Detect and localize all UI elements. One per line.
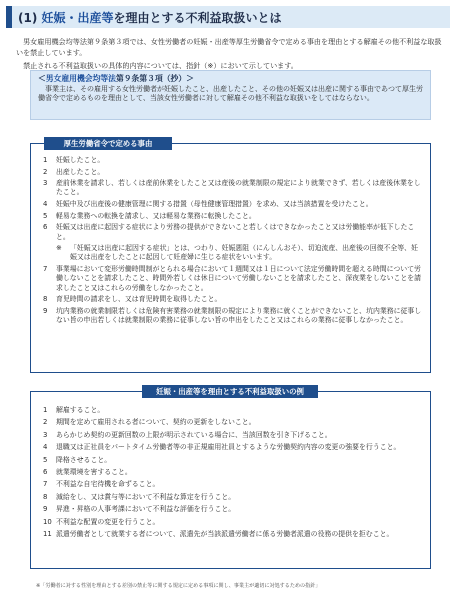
list-item: 4 退職又は正社員をパートタイム労働者等の非正規雇用社員とするような労働契約内容の変更の強要を行うこと。 <box>43 443 401 452</box>
list-item: 5 軽易な業務への転換を請求し、又は軽易な業務に転換したこと。 <box>43 211 256 220</box>
list-item: 7 事業場において変形労働時間制がとられる場合において１週間又は１日について法定労働時間を超える時間について労働しないことを請求したこと、時間外若しくは休日について労働しないことを請求したこと、深夜業をしないことを請求したこと又はこれらの労働をしなかったこと。 <box>43 265 422 292</box>
unfavorable-section-label: 妊娠・出産等を理由とする不利益取扱いの例 <box>142 385 318 398</box>
title-number: (1) <box>18 11 38 25</box>
title-rest: を理由とする不利益取扱いとは <box>113 11 282 25</box>
list-item: 2 出産したこと。 <box>43 167 105 176</box>
list-item: 1 妊娠したこと。 <box>43 156 105 164</box>
list-item: 4 妊娠中及び出産後の健康管理に関する措置（母性健康管理措置）を求め、又は当該措置を受けたこと。 <box>43 200 373 209</box>
law-quote-box <box>30 70 431 120</box>
intro-text <box>16 37 444 75</box>
law-article: 第９条第３項（抄） <box>115 74 187 83</box>
ordinance-reason-list <box>43 156 423 328</box>
law-quote-heading <box>38 74 423 84</box>
list-item: 3 あらかじめ契約の更新回数の上限が明示されている場合に、当該回数を引き下げること。 <box>43 430 332 439</box>
list-item: 7 不利益な自宅待機を命ずること。 <box>43 480 160 489</box>
list-item: 8 育児時間の請求をし、又は育児時間を取得したこと。 <box>43 295 222 304</box>
list-item: 1 解雇すること。 <box>43 406 105 414</box>
list-item: 10 不利益な配置の変更を行うこと。 <box>43 517 160 526</box>
symptom-note: ※ 「妊娠又は出産に起因する症状」とは、つわり、妊娠悪阻（にんしんおそ）、切迫流産、出産後の回復不全等、妊娠又は出産をしたことに起因して妊産婦に生じる症状をいいます。 <box>56 244 418 262</box>
list-item: 11 派遣労働者として就業する者について、派遣先が当該派遣労働者に係る労働者派遣の役務の提供を拒むこと。 <box>43 529 394 538</box>
law-name: 男女雇用機会均等法 <box>45 74 116 83</box>
list-item: 2 期間を定めて雇用される者について、契約の更新をしないこと。 <box>43 418 256 427</box>
list-item: 6 就業環境を害すること。 <box>43 467 132 476</box>
list-item: 3 産前休業を請求し、若しくは産前休業をしたこと又は産後の就業制限の規定により就業できず、若しくは産後休業をしたこと。 <box>43 179 421 197</box>
intro-paragraph-2: 禁止される不利益取扱いの具体的内容については、指針（※）において示しています。 <box>23 61 298 70</box>
unfavorable-treatment-section <box>30 391 431 569</box>
list-item: 6 妊娠又は出産に起因する症状により労務の提供ができないこと若しくはできなかったこと又は労働能率が低下したこと。 <box>43 223 415 241</box>
page-title <box>18 9 282 26</box>
law-close-bracket: ＞ <box>186 74 194 83</box>
guideline-footnote: ※「労働者に対する性別を理由とする差別の禁止等に関する規定に定める事項に関し、事業主が適切に対処するための指針」 <box>36 583 321 589</box>
law-quote-text: 事業主は、その雇用する女性労働者が妊娠したこと、出産したこと、その他の妊娠又は出産に関する事由であつて厚生労働省令で定めるものを理由として、当該女性労働者に対して解雇その他不利益な取扱いをしてはならない。 <box>38 84 423 103</box>
law-open-bracket: ＜ <box>38 74 46 83</box>
list-item: 9 昇進・昇格の人事考課において不利益な評価を行うこと。 <box>43 505 236 514</box>
title-bar <box>6 6 450 28</box>
list-item: 8 減給をし、又は賞与等において不利益な算定を行うこと。 <box>43 492 236 501</box>
list-item: 5 降格させること。 <box>43 455 112 464</box>
unfavorable-example-list <box>43 406 423 542</box>
ordinance-section-label: 厚生労働省令で定める事由 <box>44 137 172 150</box>
list-item: 9 坑内業務の就業制限若しくは危険有害業務の就業制限の規定により業務に就くことができないこと、坑内業務に従事しない旨の申出若しくは就業制限の業務に従事しない旨の申出をしたこと又はこれらの業務に従事しなかったこと。 <box>43 306 422 325</box>
title-highlight: 妊娠・出産等 <box>41 11 114 25</box>
ministry-ordinance-section <box>30 143 431 373</box>
intro-paragraph-1: 男女雇用機会均等法第９条第３項では、女性労働者の妊娠・出産等厚生労働省令で定める事由を理由とする解雇その他不利益な取扱いを禁止しています。 <box>16 37 442 57</box>
